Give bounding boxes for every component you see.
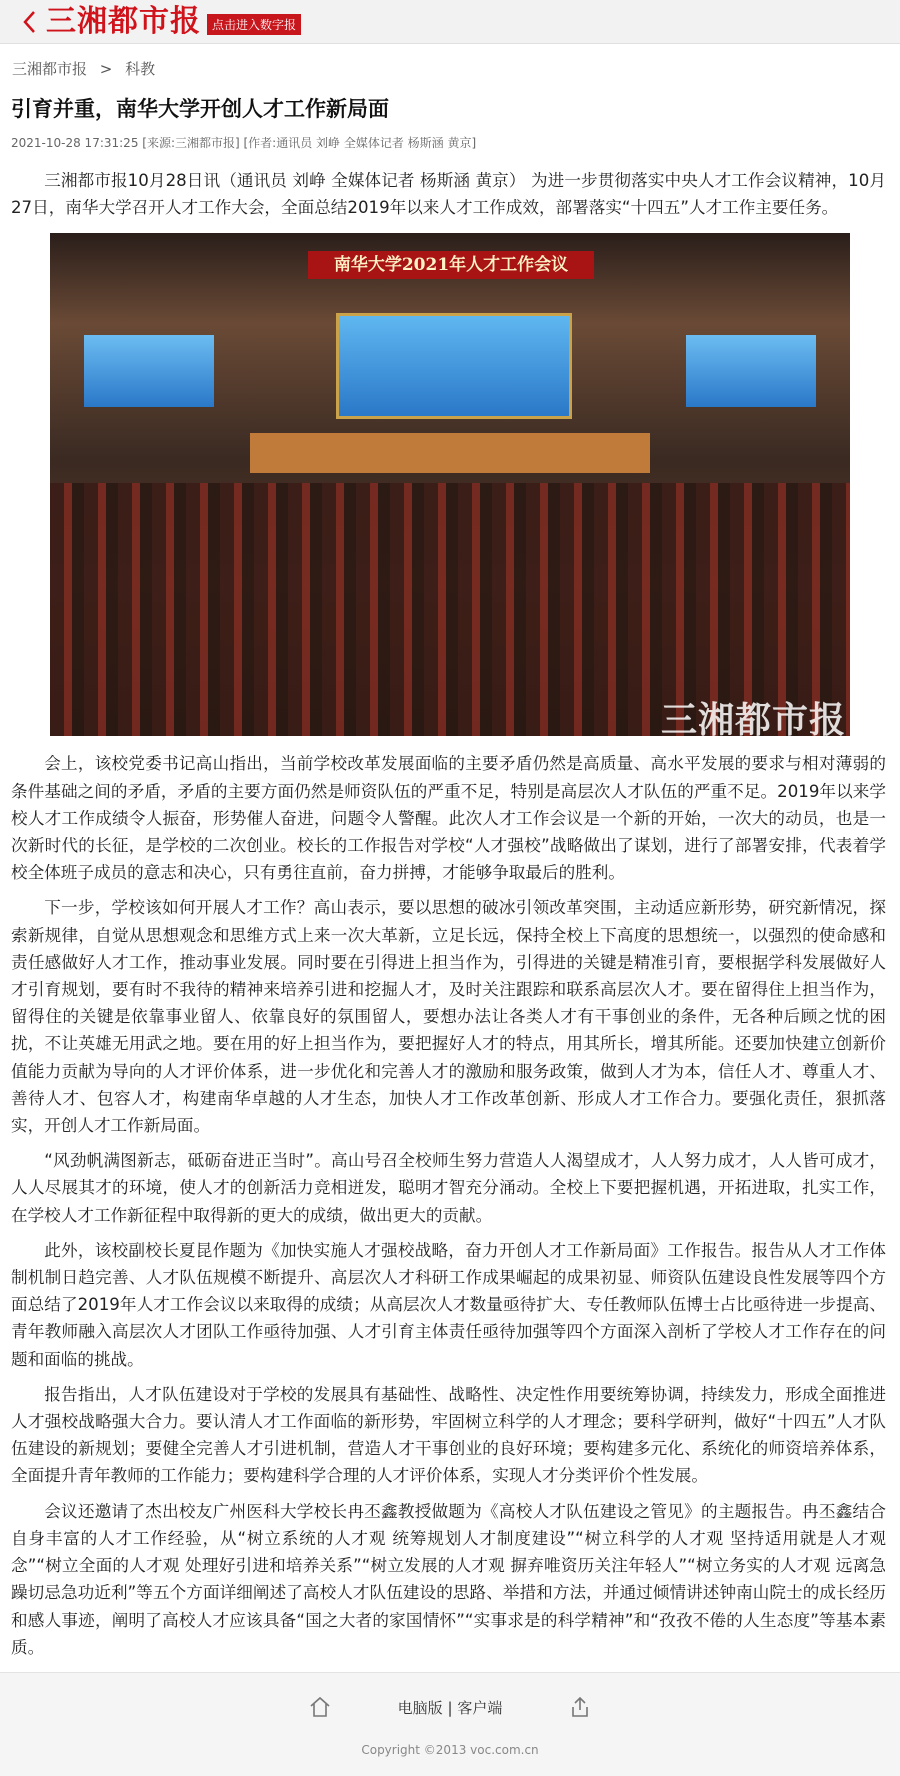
- article-paragraph: 下一步，学校该如何开展人才工作？高山表示，要以思想的破冰引领改革突围，主动适应新形势，研究新情况，探索新规律，自觉从思想观念和思维方式上来一次大革新，立足长远，保持全校上下高度的思想统一，以强烈的使命感和责任感做好人才工作，推动事业发展。同时要在引得进上担当作为，引得进的关键是精准引育，要根据学科发展做好人才引育规划，要有时不我待的精神来培养引进和挖掘人才，及时关注跟踪和联系高层次人才。要在留得住上担当作为，留得住的关键是依靠事业留人、依靠良好的氛围留人，要想办法让各类人才有干事创业的条件，无各种后顾之忧的困扰，不让英雄无用武之地。要在用的好上担当作为，要把握好人才的特点，用其所长，增其所能。还要加快建立创新价值能力贡献为导向的人才评价体系，进一步优化和完善人才的激励和服务政策，做到人才为本，信任人才、尊重人才、善待人才、包容人才，构建南华卓越的人才生态，加快人才工作改革创新、形成人才工作合力。要强化责任，狠抓落实，开创人才工作新局面。: [11, 898, 886, 1136]
- photo-main-screen: [336, 313, 572, 419]
- breadcrumb-section-link[interactable]: 科教: [125, 60, 156, 78]
- article-lead-paragraph: 三湘都市报10月28日讯（通讯员 刘峥 全媒体记者 杨斯涵 黄京） 为进一步贯彻落实中央人才工作会议精神，10月27日，南华大学召开人才工作大会，全面总结2019年以来人才工作成效，部署落实“十四五”人才工作主要任务。: [11, 171, 886, 218]
- conference-photo: [50, 233, 850, 736]
- photo-stage-banner: 南华大学2021年人才工作会议: [308, 251, 594, 279]
- site-logo[interactable]: 三湘都市报: [46, 3, 201, 39]
- breadcrumb-separator: >: [99, 60, 113, 78]
- page-footer: [0, 1672, 900, 1776]
- article-title: 引育并重，南华大学开创人才工作新局面: [11, 97, 389, 121]
- photo-audience: [50, 483, 850, 736]
- copyright-text: Copyright ©2013 voc.com.cn: [361, 1743, 539, 1757]
- breadcrumb: [0, 44, 900, 80]
- photo-stage: [250, 433, 650, 473]
- footer-divider: |: [447, 1699, 453, 1717]
- article-paragraph: “风劲帆满图新志，砥砺奋进正当时”。高山号召全校师生努力营造人人渴望成才，人人努力成才，人人皆可成才，人人尽展其才的环境，使人才的创新活力竞相迸发，聪明才智充分涌动。全校上下要把握机遇，开拓进取，扎实工作，在学校人才工作新征程中取得新的更大的成绩，做出更大的贡献。: [11, 1151, 886, 1225]
- photo-right-screen: [686, 335, 816, 407]
- breadcrumb-home-link[interactable]: 三湘都市报: [12, 60, 88, 78]
- footer-links: [0, 1697, 900, 1718]
- client-app-link[interactable]: 客户端: [457, 1699, 503, 1717]
- digital-edition-button[interactable]: 点击进入数字报: [207, 14, 301, 35]
- share-icon[interactable]: [568, 1695, 592, 1723]
- article-paragraph: 此外，该校副校长夏昆作题为《加快实施人才强校战略，奋力开创人才工作新局面》工作报告。报告从人才工作体制机制日趋完善、人才队伍规模不断提升、高层次人才科研工作成果崛起的成果初显、师资队伍建设良性发展等四个方面总结了2019年人才工作会议以来取得的成绩；从高层次人才数量亟待扩大、专任教师队伍博士占比亟待进一步提高、青年教师融入高层次人才团队工作亟待加强、人才引育主体责任亟待加强等四个方面深入剖析了学校人才工作存在的问题和面临的挑战。: [11, 1240, 886, 1369]
- article-paragraph: 会议还邀请了杰出校友广州医科大学校长冉丕鑫教授做题为《高校人才队伍建设之管见》的主题报告。冉丕鑫结合自身丰富的人才工作经验，从“树立系统的人才观 统筹规划人才制度建设”“树立科学的人才观 坚持适用就是人才观念”“树立全面的人才观 处理好引进和培养关系”“树立发展的人才观 摒弃唯资历关注年轻人”“树立务实的人才观 远离急躁切忌急功近利”等五个方面详细阐述了高校人才队伍建设的思路、举措和方法，并通过倾情讲述钟南山院士的成长经历和感人事迹，阐明了高校人才应该具备“国之大者的家国情怀”“实事求是的科学精神”和“孜孜不倦的人生态度”等基本素质。: [11, 1501, 886, 1657]
- desktop-version-link[interactable]: 电脑版: [397, 1699, 443, 1717]
- photo-watermark: 三湘都市报: [660, 700, 846, 737]
- article-paragraph: 报告指出，人才队伍建设对于学校的发展具有基础性、战略性、决定性作用要统筹协调，持续发力，形成全面推进人才强校战略强大合力。要认清人才工作面临的新形势，牢固树立科学的人才理念；要科学研判，做好“十四五”人才队伍建设的新规划；要健全完善人才引进机制，营造人才干事创业的良好环境；要构建多元化、系统化的师资培养体系，全面提升青年教师的工作能力；要构建科学合理的人才评价体系，实现人才分类评价个性发展。: [11, 1384, 886, 1486]
- photo-left-screen: [84, 335, 214, 407]
- back-arrow-icon[interactable]: [22, 8, 40, 36]
- article-meta: 2021-10-28 17:31:25 [来源:三湘都市报] [作者:通讯员 刘峥 全媒体记者 杨斯涵 黄京]: [11, 136, 477, 150]
- top-bar: [0, 0, 900, 44]
- article-body: [0, 151, 900, 1661]
- article-paragraph: 会上，该校党委书记高山指出，当前学校改革发展面临的主要矛盾仍然是高质量、高水平发展的要求与相对薄弱的条件基础之间的矛盾，矛盾的主要方面仍然是师资队伍的严重不足，特别是高层次人才队伍的严重不足。2019年以来学校人才工作成绩令人振奋，形势催人奋进，问题令人警醒。此次人才工作会议是一个新的开始，一次大的动员，也是一次新时代的长征，是学校的二次创业。校长的工作报告对学校“人才强校”战略做出了谋划，进行了部署安排，代表着学校全体班子成员的意志和决心，只有勇往直前，奋力拼搏，才能够争取最后的胜利。: [11, 754, 886, 883]
